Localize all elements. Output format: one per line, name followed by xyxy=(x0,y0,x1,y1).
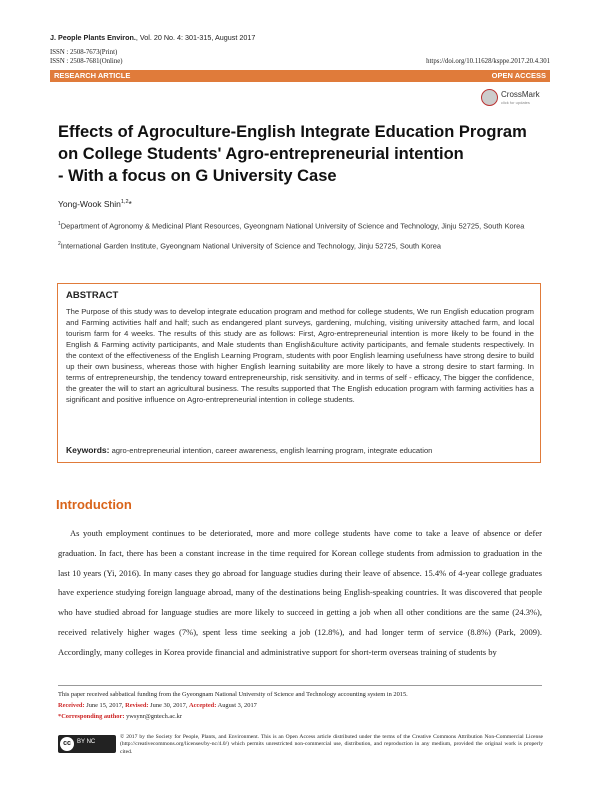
affiliation-2: $^2$International Garden Institute, Gyeongnam National University of Science and Technology, Jinju 52725, South Korea xyxy=(58,241,441,251)
keywords: Keywords: agro-entrepreneurial intention, career awareness, english learning program, integrate education xyxy=(66,445,433,455)
license-text: © 2017 by the Society for People, Plants, and Environment. This is an Open Access article distributed under the terms of the Creative Commons Attribution Non-Commercial License (http://creativecommons.org/licenses/by-nc/4.0/) which permits unrestricted non-commercial use, distribution, and reproduction in any medium, provided the original work is properly cited. xyxy=(120,734,543,755)
funding-note: This paper received sabbatical funding from the Gyeongnam National University of Science and Technology accounting system in 2015. xyxy=(58,691,408,698)
introduction-body: As youth employment continues to be deteriorated, more and more college students have come to take a leave of absence or defer graduation. In fact, there has been a constant increase in the time required for Korean college students from admission to graduation in the last 10 years (Yi, 2016). In many cases they go abroad for language studies during their leave of absence. 15.4% of 4-year college graduates have experience studying foreign language abroad, many of the destinations being English-speaking countries. It was discovered that people who have studied abroad for language studies are more likely to succeed in getting a job when all other conditions are the same (24.3%), received relatively higher wages (7%), spent less time seeking a job (12.8%), and had longer term of service (8.8%) (Park, 2009). Accordingly, many colleges in Korea provide financial and administrative support for short-term overseas training of students by xyxy=(58,528,542,657)
abstract-heading: ABSTRACT xyxy=(66,290,119,301)
crossmark-icon xyxy=(481,89,498,106)
affiliation-1: $^1$Department of Agronomy & Medicinal Plant Resources, Gyeongnam National University of Science and Technology, Jinju 52725, South Korea xyxy=(58,221,525,231)
open-access-label: OPEN ACCESS xyxy=(491,71,546,80)
abstract-body: The Purpose of this study was to develop integrate education program and method for college students, We run English education program and Farming activities half and half; such as endangered plant surveys, gardening, mulching, visiting university attached farm, and local tourism farm for 4 weeks. The results of this study are as follows: First, Agro-entrepreneurial intention is more likely to be found in the English & Farming activity participants, and Male students than English&culture activity participants, and female students respectively. In the context of the effectiveness of the English Learning Program, students with poor English learning usefulness have strong desire to build up their own business, whereas those with higher English learning suitability are more likely to have a strong desire to start farming. In terms of entrepreneurship, the tendency toward entrepreneurship, risk sensitivity. and in terms of self - efficacy, The bigger the confidence, the greater the will to start an agricultural business. The results supported that The English education program with farming activities has a significant and positive influence on Agro-entrepreneurial intention in college students. xyxy=(66,307,534,404)
footnote-divider xyxy=(58,685,542,686)
doi-link[interactable]: https://doi.org/10.11628/ksppe.2017.20.4.301 xyxy=(426,58,550,65)
cc-license-badge[interactable]: cc BY NC xyxy=(58,735,116,753)
article-type-bar xyxy=(50,70,550,82)
dates-note: Received: June 15, 2017, Revised: June 30, 2017, Accepted: August 3, 2017 xyxy=(58,702,257,709)
journal-citation: J. People Plants Environ., Vol. 20 No. 4: 301-315, August 2017 xyxy=(50,33,256,42)
issn-online: ISSN : 2508-7681(Online) xyxy=(50,58,123,65)
corresponding-author: *Corresponding author: ywsynr@gntech.ac.kr xyxy=(58,713,182,720)
introduction-heading: Introduction xyxy=(56,497,132,512)
issn-print: ISSN : 2508-7673(Print) xyxy=(50,49,118,56)
author-name: Yong-Wook Shin$^{1,2}$* xyxy=(58,199,132,209)
paper-title: Effects of Agroculture-English Integrate Education Program on College Students' Agro-entrepreneurial intention - With a focus on G University Case xyxy=(58,123,527,185)
crossmark-badge[interactable]: CrossMark click for updates xyxy=(481,87,551,109)
article-type: RESEARCH ARTICLE xyxy=(54,71,131,80)
cc-icon: cc xyxy=(60,737,74,751)
